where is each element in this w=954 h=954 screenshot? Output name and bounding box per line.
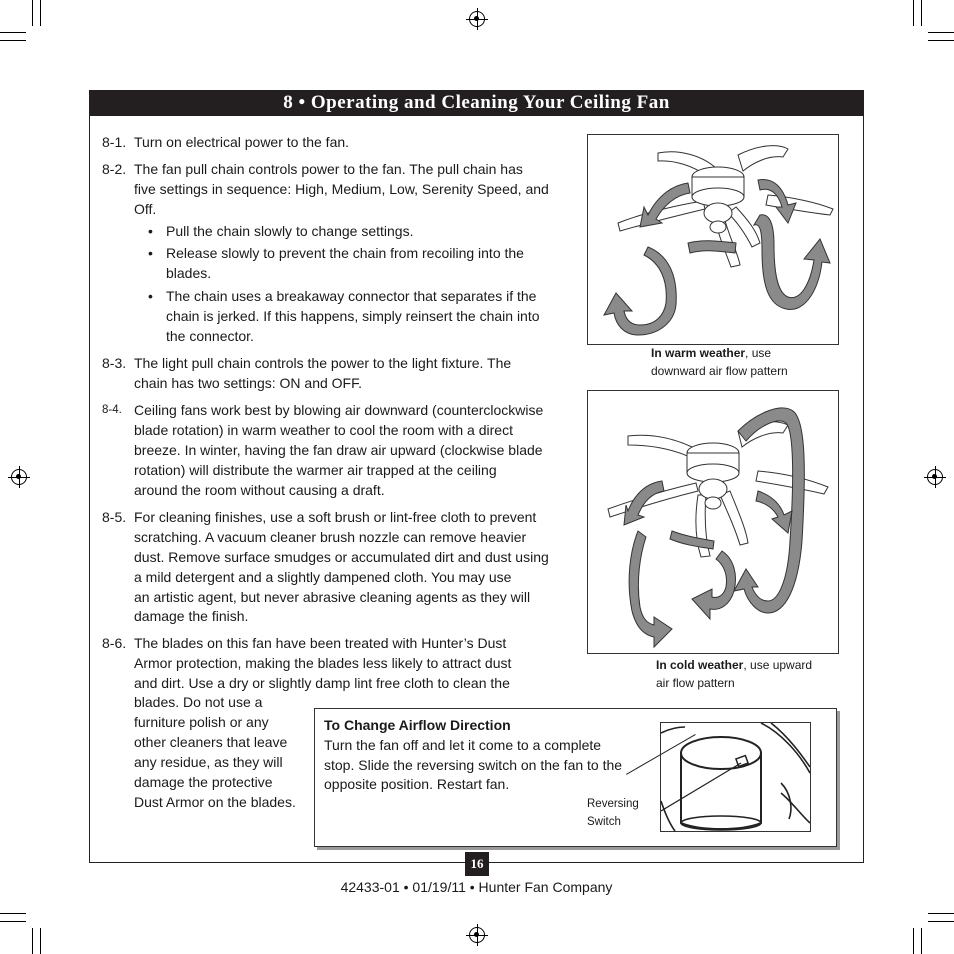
- step-text: around the room without causing a draft.: [134, 482, 385, 498]
- step-text: and dirt. Use a dry or slightly damp lint free cloth to clean the: [134, 675, 510, 691]
- step-number: 8-6.: [102, 635, 127, 651]
- step-text: five settings in sequence: High, Medium, Low, Serenity Speed, and: [134, 181, 549, 197]
- registration-mark-left: [11, 469, 27, 485]
- registration-mark-bottom: [469, 927, 485, 943]
- step-text: furniture polish or any: [134, 714, 269, 730]
- bullet-text: Pull the chain slowly to change settings.: [166, 223, 414, 239]
- cold-weather-caption: [656, 656, 812, 692]
- airflow-text: Turn the fan off and let it come to a complete: [324, 737, 602, 753]
- fan-motor-switch-illustration: [661, 723, 810, 831]
- step-number: 8-5.: [102, 509, 127, 525]
- caption-bold: In warm weather: [651, 346, 746, 360]
- step-text: Dust Armor on the blades.: [134, 794, 296, 810]
- bullet-text: the connector.: [166, 328, 254, 344]
- airflow-text: opposite position. Restart fan.: [324, 776, 510, 792]
- ceiling-fan-upward-airflow-illustration: [588, 391, 838, 653]
- warm-weather-figure: [587, 134, 839, 345]
- step-text: blades. Do not use a: [134, 694, 263, 710]
- step-text: any residue, as they will: [134, 754, 283, 770]
- step-text: breeze. In winter, having the fan draw air upward (clockwise blade: [134, 442, 543, 458]
- step-text: The light pull chain controls the power to the light fixture. The: [134, 355, 512, 371]
- reversing-switch-label: [587, 795, 639, 831]
- caption-bold: In cold weather: [656, 658, 744, 672]
- ceiling-fan-downward-airflow-illustration: [588, 135, 838, 344]
- step-text: rotation) will distribute the warmer air trapped at the ceiling: [134, 462, 497, 478]
- step-text: damage the finish.: [134, 608, 249, 624]
- label-text: Reversing: [587, 798, 639, 810]
- bullet-dot: •: [148, 288, 153, 304]
- bullet-dot: •: [148, 245, 153, 261]
- warm-weather-caption: [651, 344, 788, 380]
- step-text: a mild detergent and a slightly dampened cloth. You may use: [134, 569, 512, 585]
- bullet-text: blades.: [166, 265, 212, 281]
- step-text: an artistic agent, but never abrasive cleaning agents as they will: [134, 589, 531, 605]
- step-text: Armor protection, making the blades less likely to attract dust: [134, 655, 512, 671]
- step-text: The blades on this fan have been treated with Hunter’s Dust: [134, 635, 507, 651]
- step-number: 8-2.: [102, 161, 127, 177]
- section-title: 8 • Operating and Cleaning Your Ceiling Fan: [283, 92, 670, 113]
- footer-text: 42433-01 • 01/19/11 • Hunter Fan Company: [340, 879, 613, 895]
- caption-text: , use: [745, 346, 772, 360]
- step-text: For cleaning finishes, use a soft brush or lint-free cloth to prevent: [134, 509, 537, 525]
- step-text: Off.: [134, 201, 157, 217]
- step-text: chain has two settings: ON and OFF.: [134, 375, 362, 391]
- step-text: scratching. A vacuum cleaner brush nozzle can remove heavier: [134, 529, 527, 545]
- airflow-text: stop. Slide the reversing switch on the fan to the: [324, 757, 623, 773]
- step-text: damage the protective: [134, 774, 273, 790]
- bullet-text: Release slowly to prevent the chain from recoiling into the: [166, 245, 524, 261]
- caption-text: downward air flow pattern: [651, 364, 788, 378]
- page-number: 16: [465, 852, 489, 876]
- step-text: other cleaners that leave: [134, 734, 288, 750]
- label-text: Switch: [587, 816, 621, 828]
- step-number: 8-1.: [102, 134, 127, 150]
- step-text: The fan pull chain controls power to the fan. The pull chain has: [134, 161, 523, 177]
- caption-text: air flow pattern: [656, 676, 735, 690]
- step-number: 8-4.: [102, 404, 122, 416]
- step-number: 8-3.: [102, 355, 127, 371]
- step-text: Ceiling fans work best by blowing air downward (counterclockwise: [134, 402, 544, 418]
- bullet-text: chain is jerked. If this happens, simply reinsert the chain into: [166, 308, 540, 324]
- bullet-text: The chain uses a breakaway connector that separates if the: [166, 288, 537, 304]
- step-text: dust. Remove surface smudges or accumulated dirt and dust using: [134, 549, 549, 565]
- cold-weather-figure: [587, 390, 839, 654]
- bullet-dot: •: [148, 223, 153, 239]
- step-text: Turn on electrical power to the fan.: [134, 134, 350, 150]
- caption-text: , use upward: [743, 658, 813, 672]
- registration-mark-right: [927, 469, 943, 485]
- airflow-heading: To Change Airflow Direction: [324, 717, 511, 733]
- registration-mark-top: [469, 11, 485, 27]
- step-text: blade rotation) in warm weather to cool the room with a direct: [134, 422, 513, 438]
- reversing-switch-figure: [660, 722, 811, 832]
